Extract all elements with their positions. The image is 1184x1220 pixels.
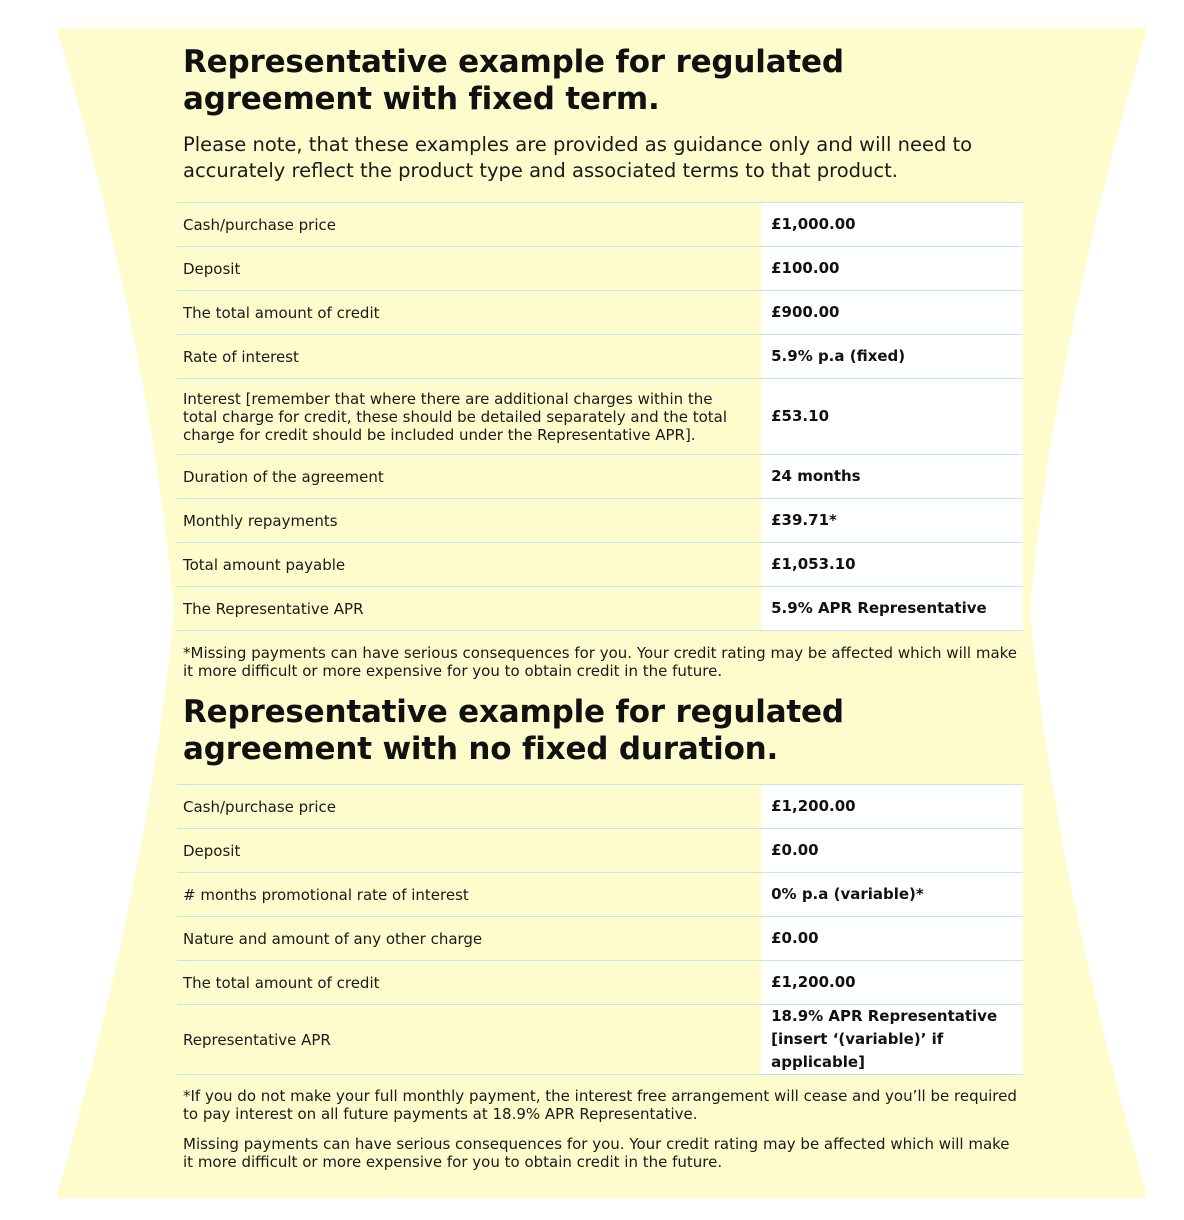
fixed-term-footnote: *Missing payments can have serious consequences for you. Your credit rating may be affected which will make it more difficult or more expensive for you to obtain credit in the future. xyxy=(183,644,1018,680)
row-label: The Representative APR xyxy=(177,587,761,631)
table-row xyxy=(177,961,1023,1005)
row-label: Rate of interest xyxy=(177,335,761,379)
table-row xyxy=(177,785,1023,829)
row-value: 0% p.a (variable)* xyxy=(761,873,1023,917)
row-label: Cash/purchase price xyxy=(177,203,761,247)
row-label: Interest [remember that where there are additional charges within the total charge for credit, these should be detailed separately and the total charge for credit should be included under the Representative APR]. xyxy=(177,379,761,455)
table-row xyxy=(177,543,1023,587)
no-fixed-duration-title: Representative example for regulated agreement with no fixed duration. xyxy=(183,694,844,767)
row-value-line-2: [insert ‘(variable)’ if applicable] xyxy=(771,1030,944,1071)
table-row xyxy=(177,917,1023,961)
row-value: £0.00 xyxy=(761,917,1023,961)
content xyxy=(183,44,1023,1171)
row-label: # months promotional rate of interest xyxy=(177,873,761,917)
no-fixed-duration-footnote-1: *If you do not make your full monthly payment, the interest free arrangement will cease and you’ll be required to pay interest on all future payments at 18.9% APR Representative. xyxy=(183,1087,1017,1123)
table-row xyxy=(177,203,1023,247)
row-value: £100.00 xyxy=(761,247,1023,291)
row-value: £1,000.00 xyxy=(761,203,1023,247)
no-fixed-duration-footnote-2: Missing payments can have serious consequences for you. Your credit rating may be affected which will make it more difficult or more expensive for you to obtain credit in the future. xyxy=(183,1135,1010,1171)
row-label: Duration of the agreement xyxy=(177,455,761,499)
row-label: Representative APR xyxy=(177,1005,761,1075)
row-label: Deposit xyxy=(177,829,761,873)
row-value: 5.9% APR Representative xyxy=(761,587,1023,631)
row-value-multiline xyxy=(761,1005,1023,1075)
table-row xyxy=(177,455,1023,499)
row-value: £1,200.00 xyxy=(761,961,1023,1005)
row-value-line-1: 18.9% APR Representative xyxy=(771,1007,998,1025)
row-value: 24 months xyxy=(761,455,1023,499)
fixed-term-intro: Please note, that these examples are provided as guidance only and will need to accurately reflect the product type and associated terms to that product. xyxy=(183,133,973,182)
row-value: £53.10 xyxy=(761,379,1023,455)
row-value: £39.71* xyxy=(761,499,1023,543)
table-row xyxy=(177,499,1023,543)
table-row xyxy=(177,247,1023,291)
table-row xyxy=(177,291,1023,335)
table-row xyxy=(177,829,1023,873)
row-value: £0.00 xyxy=(761,829,1023,873)
no-fixed-duration-table xyxy=(177,784,1023,1075)
row-label: Nature and amount of any other charge xyxy=(177,917,761,961)
row-label: Monthly repayments xyxy=(177,499,761,543)
row-label: Cash/purchase price xyxy=(177,785,761,829)
row-label: The total amount of credit xyxy=(177,961,761,1005)
table-row xyxy=(177,587,1023,631)
table-row xyxy=(177,1005,1023,1075)
row-label: The total amount of credit xyxy=(177,291,761,335)
row-value: £900.00 xyxy=(761,291,1023,335)
table-row xyxy=(177,379,1023,455)
row-label: Total amount payable xyxy=(177,543,761,587)
row-label: Deposit xyxy=(177,247,761,291)
row-value: £1,053.10 xyxy=(761,543,1023,587)
table-row xyxy=(177,873,1023,917)
fixed-term-table xyxy=(177,202,1023,631)
row-value: 5.9% p.a (fixed) xyxy=(761,335,1023,379)
table-row xyxy=(177,335,1023,379)
fixed-term-title: Representative example for regulated agreement with fixed term. xyxy=(183,44,844,117)
row-value: £1,200.00 xyxy=(761,785,1023,829)
